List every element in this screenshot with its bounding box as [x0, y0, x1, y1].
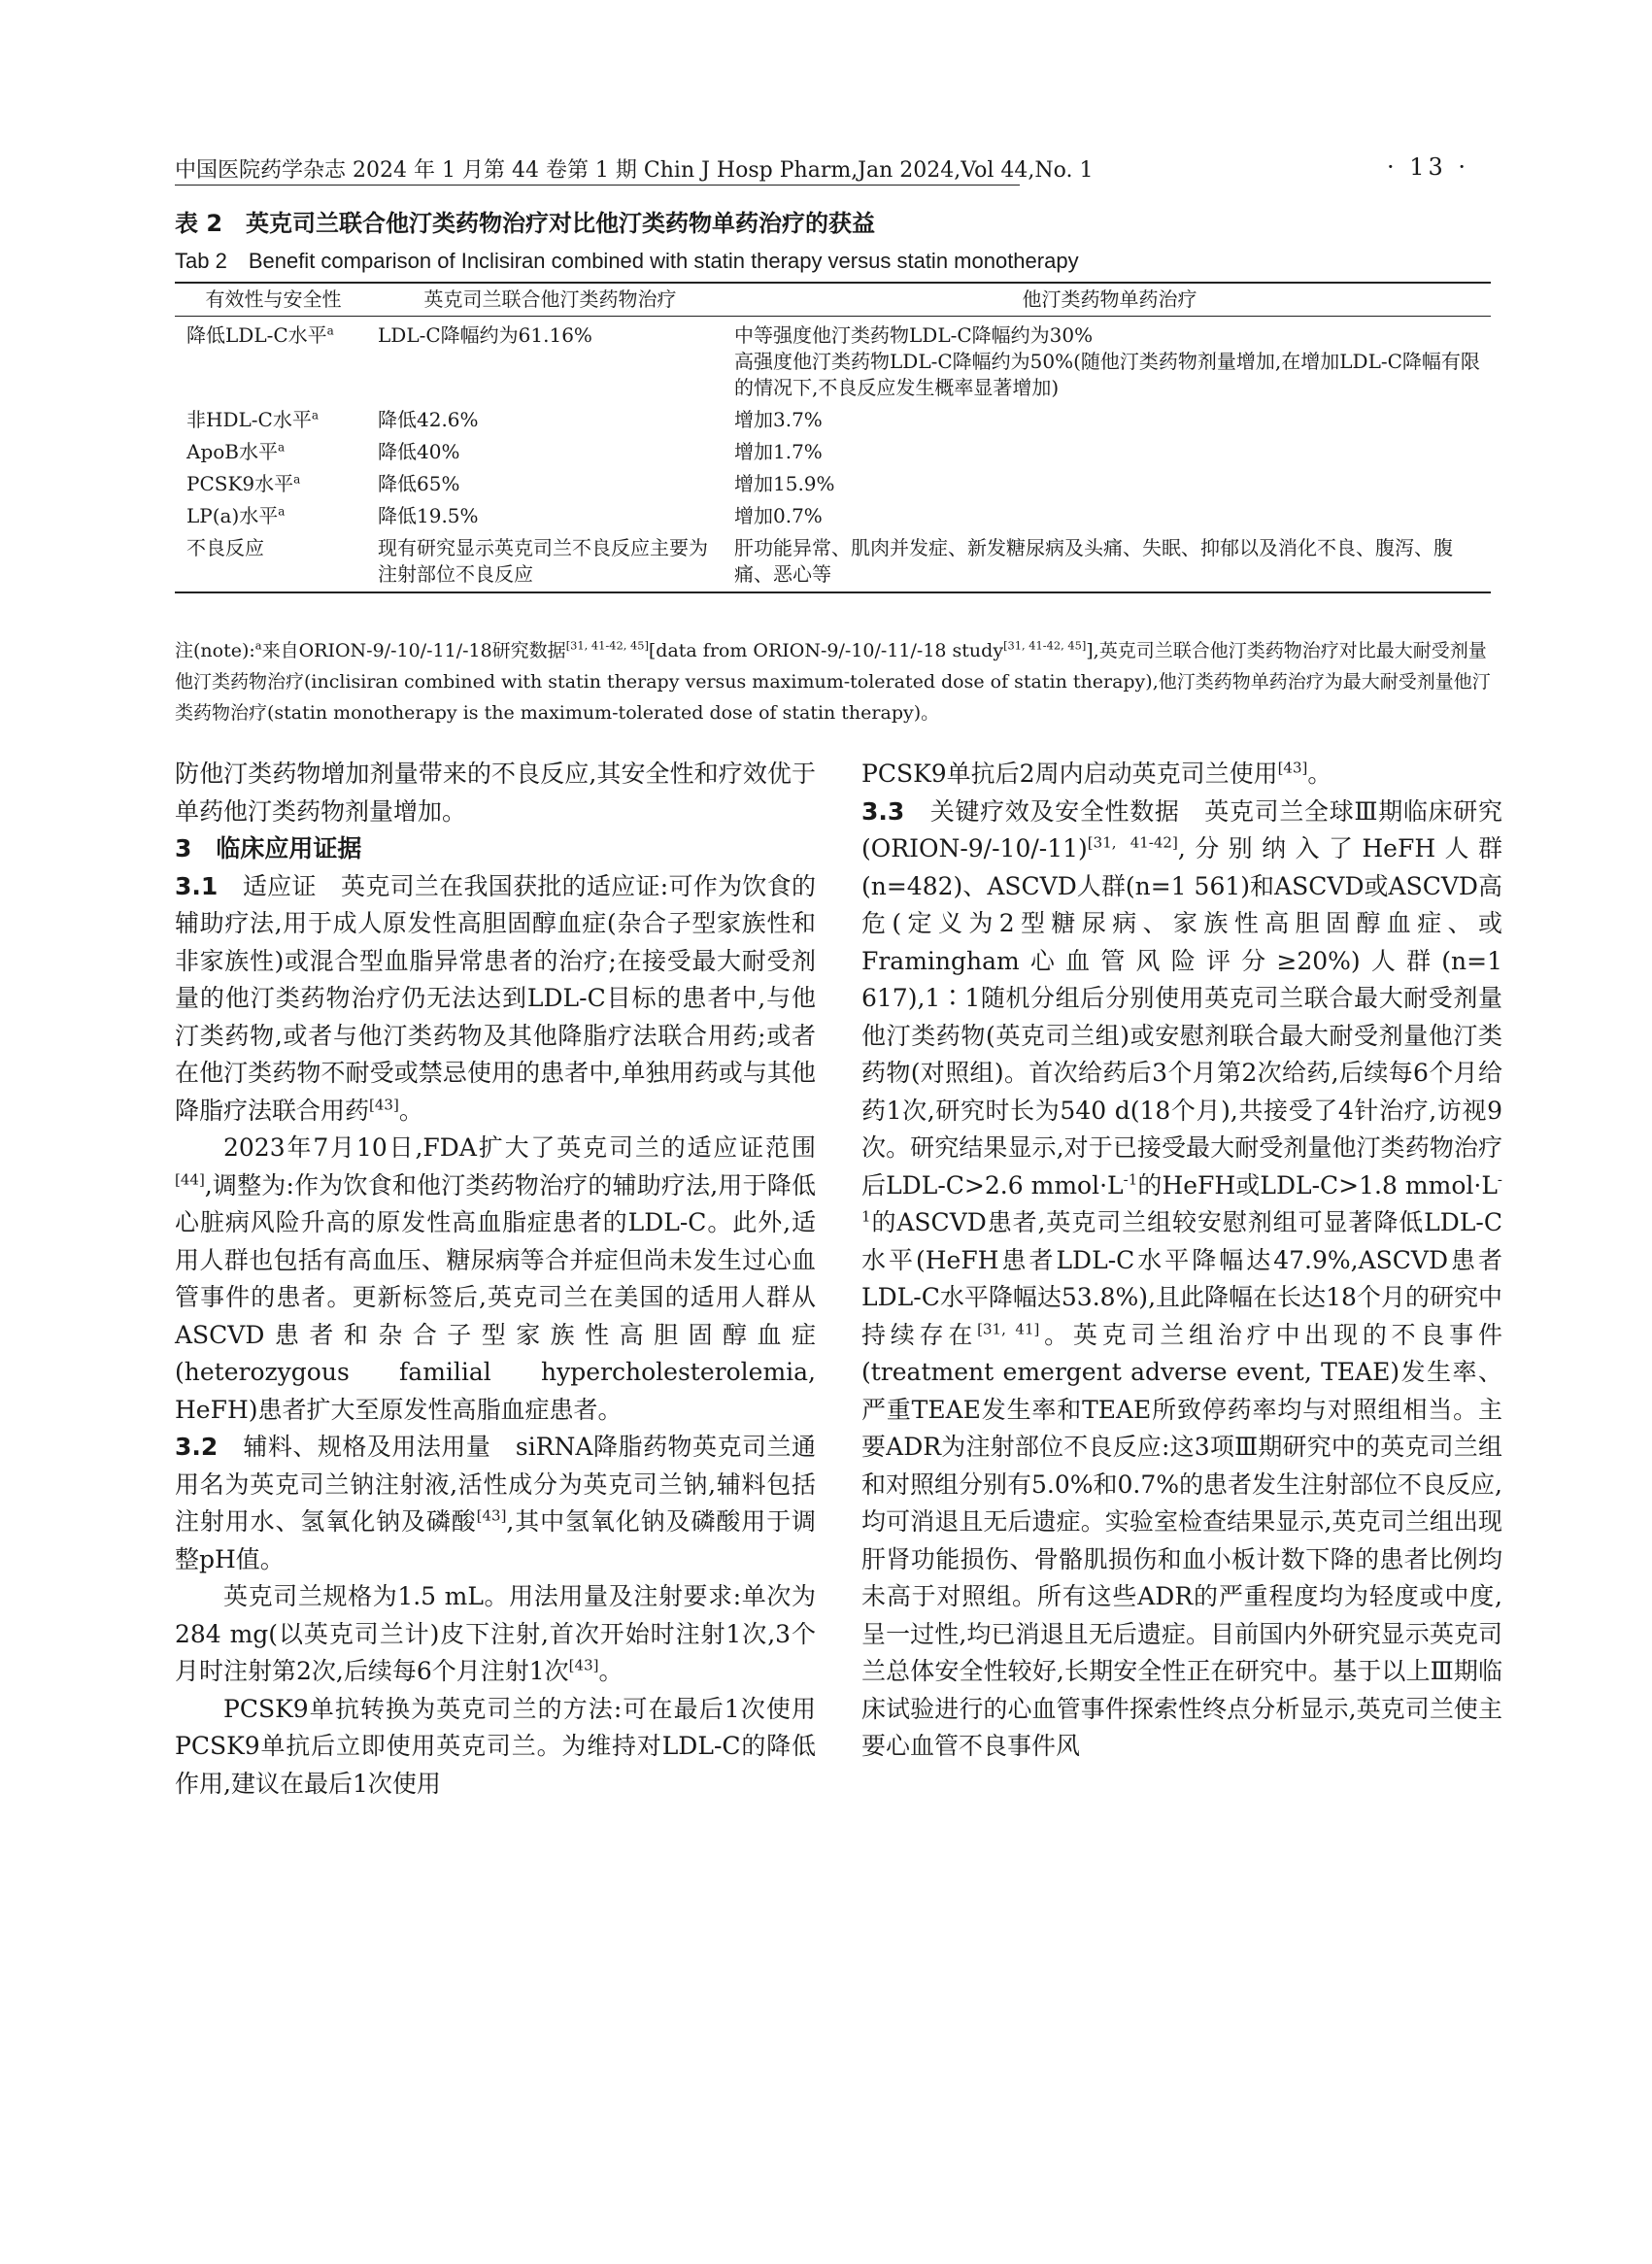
- table-row: [175, 317, 1491, 405]
- row-item: 不良反应: [175, 532, 372, 592]
- mono-cell: 增加1.7%: [734, 440, 823, 463]
- mono-cell: 增加15.9%: [734, 472, 835, 495]
- table-row: [175, 436, 1491, 468]
- section-heading: 3 临床应用证据: [175, 834, 362, 862]
- table-title-en: Tab 2 Benefit comparison of Inclisiran combined with statin therapy versus statin monotherapy: [175, 249, 1079, 273]
- mono-cell: 增加3.7%: [734, 408, 823, 431]
- column-header: 他汀类药物单药治疗: [728, 283, 1491, 317]
- mono-cell: 增加0.7%: [734, 504, 823, 527]
- table-row: [175, 404, 1491, 436]
- benefit-table: [175, 282, 1491, 593]
- left-column: [175, 756, 816, 1803]
- mono-cell: 中等强度他汀类药物LDL-C降幅约为30% 高强度他汀类药物LDL-C降幅约为50%(随他汀类药物剂量增加,在增加LDL-C降幅有限的情况下,不良反应发生概率显著增加): [734, 323, 1480, 399]
- table-note: 注(note):$^a$来自ORION-9/-10/-11/-18研究数据[31, 41-42, 45][data from ORION-9/-10/-11/-18 study[31, 41-42, 45]],英克司兰联合他汀类药物治疗对比最大耐受剂量他汀类药物治疗(inclisiran combined with statin therapy versus maximum-tolerated dose of statin therapy),他汀类药物单药治疗为最大耐受剂量他汀类药物治疗(statin monotherapy is the maximum-tolerated dose of statin therapy)。: [175, 638, 1491, 724]
- body-paragraph: 2023年7月10日,FDA扩大了英克司兰的适应证范围[44],调整为:作为饮食和他汀类药物治疗的辅助疗法,用于降低心脏病风险升高的原发性高血脂症患者的LDL-C。此外,适用人群也包括有高血压、糖尿病等合并症但尚未发生过心血管事件的患者。更新标签后,英克司兰在美国的适用人群从ASCVD患者和杂合子型家族性高胆固醇血症(heterozygous familial hypercholesterolemia, HeFH)患者扩大至原发性高脂血症患者。: [175, 1133, 816, 1424]
- row-item: ApoB水平$^a$: [186, 440, 286, 463]
- row-item: 非HDL-C水平$^a$: [186, 408, 319, 431]
- row-item: PCSK9水平$^a$: [186, 472, 301, 495]
- combo-cell: 降低40%: [378, 440, 460, 463]
- table-row: [175, 468, 1491, 500]
- table-title-cn: 表 2 英克司兰联合他汀类药物治疗对比他汀类药物单药治疗的获益: [175, 210, 876, 237]
- subsection-3-1: 3.1 适应证 英克司兰在我国获批的适应证:可作为饮食的辅助疗法,用于成人原发性高胆固醇血症(杂合子型家族性和非家族性)或混合型血脂异常患者的治疗;在接受最大耐受剂量的他汀类药物治疗仍无法达到LDL-C目标的患者中,与他汀类药物,或者与他汀类药物及其他降脂疗法联合用药;或者在他汀类药物不耐受或禁忌使用的患者中,单独用药或与其他降脂疗法联合用药[43]。: [175, 871, 816, 1125]
- journal-header: 中国医院药学杂志 2024 年 1 月第 44 卷第 1 期 Chin J Hosp Pharm,Jan 2024,Vol 44,No. 1: [175, 158, 1094, 183]
- combo-cell: 降低65%: [378, 472, 460, 495]
- header-rule: [175, 185, 1020, 186]
- row-item: LP(a)水平$^a$: [186, 504, 286, 527]
- subsection-3-2: 3.2 辅料、规格及用法用量 siRNA降脂药物英克司兰通用名为英克司兰钠注射液,活性成分为英克司兰钠,辅料包括注射用水、氢氧化钠及磷酸[43],其中氢氧化钠及磷酸用于调整pH值。: [175, 1433, 816, 1573]
- body-paragraph: 防他汀类药物增加剂量带来的不良反应,其安全性和疗效优于单药他汀类药物剂量增加。: [175, 760, 816, 826]
- combo-cell: 现有研究显示英克司兰不良反应主要为注射部位不良反应: [372, 532, 728, 592]
- combo-cell: 降低19.5%: [378, 504, 479, 527]
- row-item: 降低LDL-C水平$^a$: [186, 323, 334, 347]
- column-header: 英克司兰联合他汀类药物治疗: [372, 283, 728, 317]
- table-row: [175, 532, 1491, 592]
- combo-cell: LDL-C降幅约为61.16%: [378, 323, 592, 347]
- table-row: [175, 500, 1491, 532]
- column-header: 有效性与安全性: [175, 283, 372, 317]
- combo-cell: 降低42.6%: [378, 408, 479, 431]
- right-column: [861, 756, 1502, 1766]
- page-number: · 13 ·: [1386, 153, 1469, 181]
- body-paragraph: PCSK9单抗转换为英克司兰的方法:可在最后1次使用PCSK9单抗后立即使用英克司兰。为维持对LDL-C的降低作用,建议在最后1次使用: [175, 1694, 816, 1798]
- mono-cell: 肝功能异常、肌肉并发症、新发糖尿病及头痛、失眠、抑郁以及消化不良、腹泻、腹痛、恶心等: [728, 532, 1491, 592]
- subsection-3-3: 3.3 关键疗效及安全性数据 英克司兰全球Ⅲ期临床研究(ORION-9/-10/-11)[31, 41-42],分别纳入了HeFH人群(n=482)、ASCVD人群(n=1 561)和ASCVD或ASCVD高危(定义为2型糖尿病、家族性高胆固醇血症、或Framingham心血管风险评分≥20%)人群(n=1 617),1∶1随机分组后分别使用英克司兰联合最大耐受剂量他汀类药物(英克司兰组)或安慰剂联合最大耐受剂量他汀类药物(对照组)。首次给药后3个月第2次给药,后续每6个月给药1次,研究时长为540 d(18个月),共接受了4针治疗,访视9次。研究结果显示,对于已接受最大耐受剂量他汀类药物治疗后LDL-C>2.6 $mmol\cdot L^{-1}$的HeFH或LDL-C>1.8 $mmol\cdot L^{-1}$的ASCVD患者,英克司兰组较安慰剂组可显著降低LDL-C水平(HeFH患者LDL-C水平降幅达47.9%,ASCVD患者LDL-C水平降幅达53.8%),且此降幅在长达18个月的研究中持续存在[31, 41]。英克司兰组治疗中出现的不良事件(treatment emergent adverse event, TEAE)发生率、严重TEAE发生率和TEAE所致停药率均与对照组相当。主要ADR为注射部位不良反应:这3项Ⅲ期研究中的英克司兰组和对照组分别有5.0%和0.7%的患者发生注射部位不良反应,均可消退且无后遗症。实验室检查结果显示,英克司兰组出现肝肾功能损伤、骨骼肌损伤和血小板计数下降的患者比例均未高于对照组。所有这些ADR的严重程度均为轻度或中度,呈一过性,均已消退且无后遗症。目前国内外研究显示英克司兰总体安全性较好,长期安全性正在研究中。基于以上Ⅲ期临床试验进行的心血管事件探索性终点分析显示,英克司兰使主要心血管不良事件风: [861, 796, 1502, 1760]
- body-paragraph: PCSK9单抗后2周内启动英克司兰使用[43]。: [861, 759, 1332, 788]
- body-paragraph: 英克司兰规格为1.5 mL。用法用量及注射要求:单次为284 mg(以英克司兰计)皮下注射,首次开始时注射1次,3个月时注射第2次,后续每6个月注射1次[43]。: [175, 1582, 816, 1685]
- table-header-row: [175, 283, 1491, 317]
